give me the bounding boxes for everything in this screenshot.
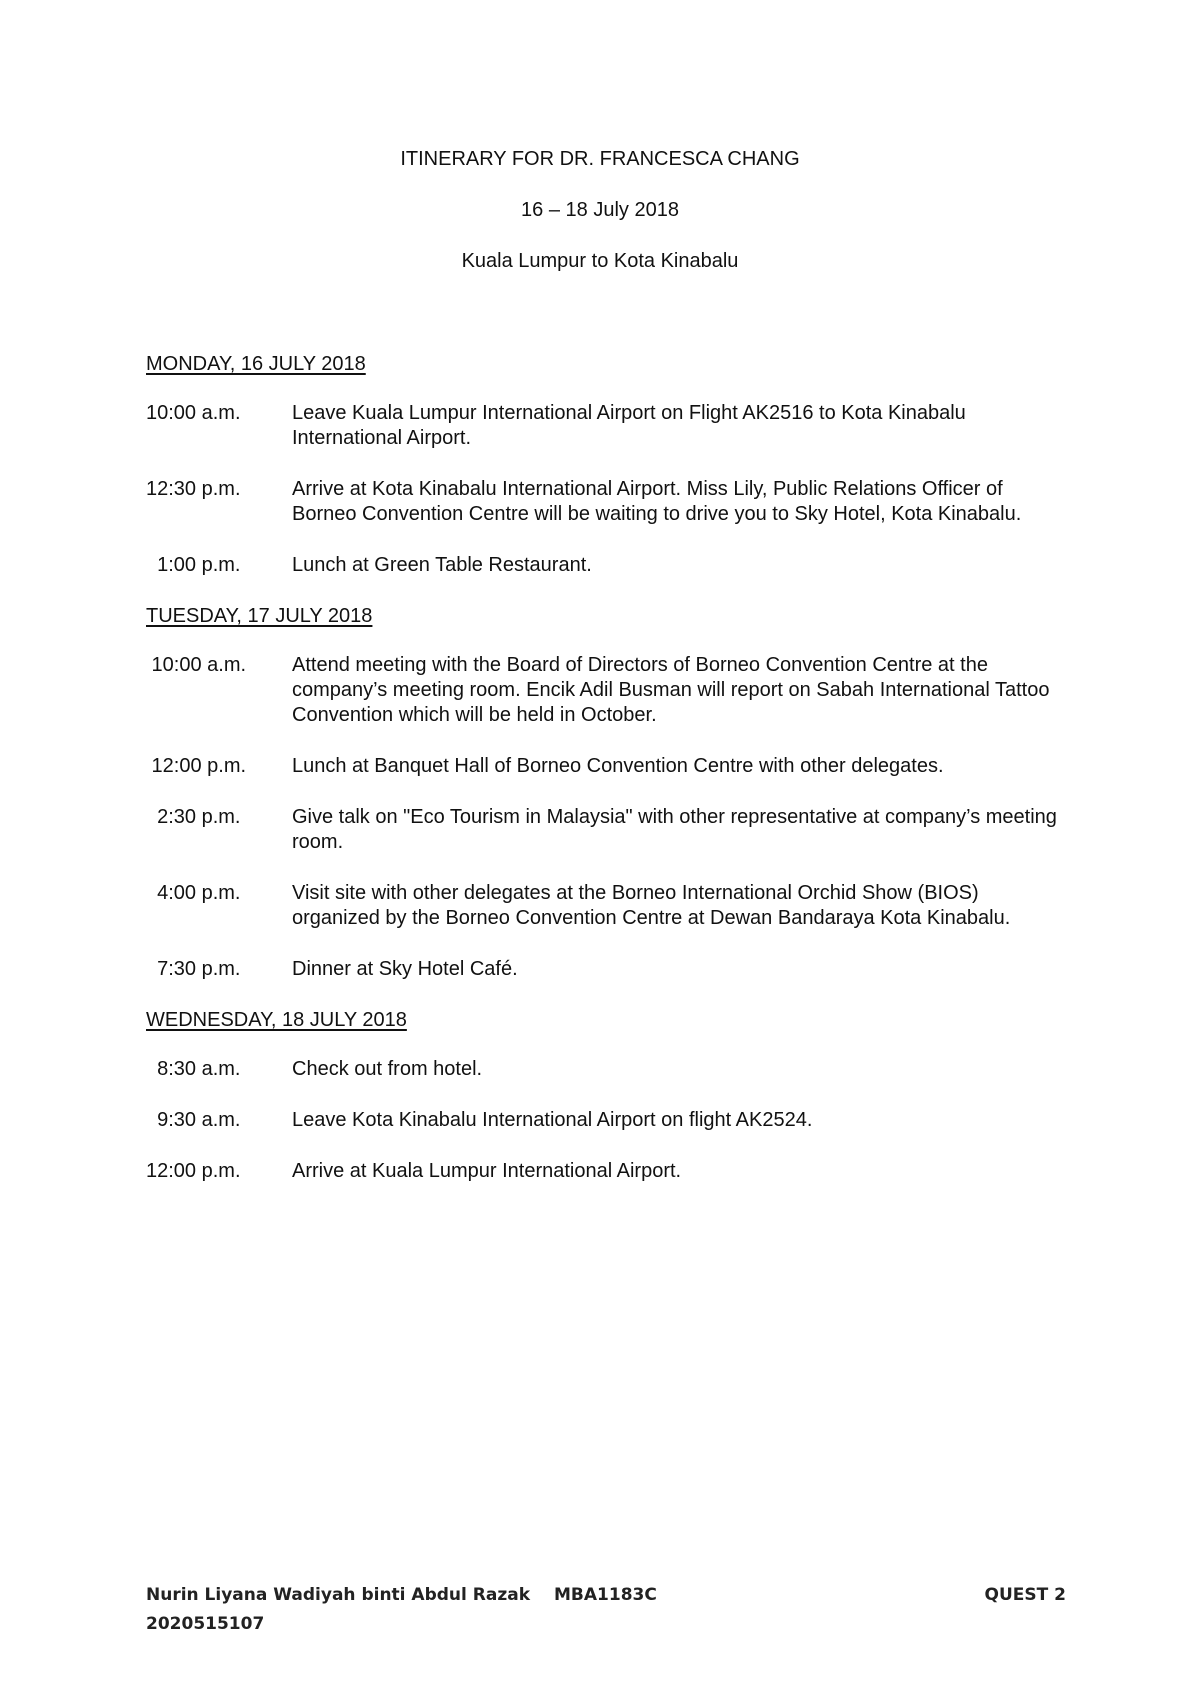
itinerary-title: ITINERARY FOR DR. FRANCESCA CHANG [400,148,800,170]
itinerary-route: Kuala Lumpur to Kota Kinabalu [461,250,739,272]
schedule-entry [146,957,1066,982]
day-heading: WEDNESDAY, 18 JULY 2018 [146,1009,407,1031]
entry-description: Visit site with other delegates at the Borneo International Orchid Show (BIOS) organized by the Borneo Convention Centre at Dewan Bandaraya Kota Kinabalu. [292,882,1011,929]
schedule-entry [146,1108,1066,1133]
entry-description: Leave Kota Kinabalu International Airport on flight AK2524. [292,1109,813,1131]
schedule-entry [146,1057,1066,1082]
footer-student-name: Nurin Liyana Wadiyah binti Abdul Razak [146,1585,531,1605]
entry-time: 10:00 a.m. [146,654,247,676]
itinerary-dates: 16 – 18 July 2018 [521,199,679,221]
entry-description: Attend meeting with the Board of Directors of Borneo Convention Centre at the company’s meeting room. Encik Adil Busman will report on Sabah International Tattoo Convention which will be held in October. [292,654,1050,726]
entry-time: 1:00 p.m. [146,554,241,576]
entry-description: Lunch at Green Table Restaurant. [292,554,592,576]
footer-assignment: QUEST 2 [984,1585,1066,1605]
day-section-monday [146,352,1066,578]
day-heading: TUESDAY, 17 JULY 2018 [146,605,373,627]
schedule-entry [146,881,1066,931]
entry-time: 12:30 p.m. [146,478,241,500]
entry-time: 7:30 p.m. [146,958,241,980]
footer-course-code: MBA1183C [554,1585,657,1605]
schedule-entry [146,1159,1066,1184]
footer-student-id: 2020515107 [146,1614,265,1634]
entry-time: 2:30 p.m. [146,806,241,828]
schedule-entry [146,653,1066,728]
entry-time: 9:30 a.m. [146,1109,241,1131]
itinerary-content [146,352,1066,1210]
entry-description: Check out from hotel. [292,1058,483,1080]
schedule-entry [146,401,1066,451]
entry-time: 10:00 a.m. [146,402,241,424]
entry-description: Leave Kuala Lumpur International Airport on Flight AK2516 to Kota Kinabalu International Airport. [292,402,966,449]
schedule-entry [146,754,1066,779]
schedule-entry [146,553,1066,578]
day-heading: MONDAY, 16 JULY 2018 [146,353,366,375]
entry-description: Dinner at Sky Hotel Café. [292,958,518,980]
entry-description: Arrive at Kuala Lumpur International Airport. [292,1160,682,1182]
entry-description: Lunch at Banquet Hall of Borneo Convention Centre with other delegates. [292,755,944,777]
day-section-wednesday [146,1008,1066,1184]
day-section-tuesday [146,604,1066,982]
entry-time: 12:00 p.m. [146,755,247,777]
entry-description: Arrive at Kota Kinabalu International Airport. Miss Lily, Public Relations Officer of Borneo Convention Centre will be waiting to drive you to Sky Hotel, Kota Kinabalu. [292,478,1022,525]
schedule-entry [146,805,1066,855]
entry-time: 12:00 p.m. [146,1160,241,1182]
footer [146,1585,1066,1609]
entry-description: Give talk on "Eco Tourism in Malaysia" with other representative at company’s meeting room. [292,806,1057,853]
entry-time: 4:00 p.m. [146,882,241,904]
entry-time: 8:30 a.m. [146,1058,241,1080]
schedule-entry [146,477,1066,527]
